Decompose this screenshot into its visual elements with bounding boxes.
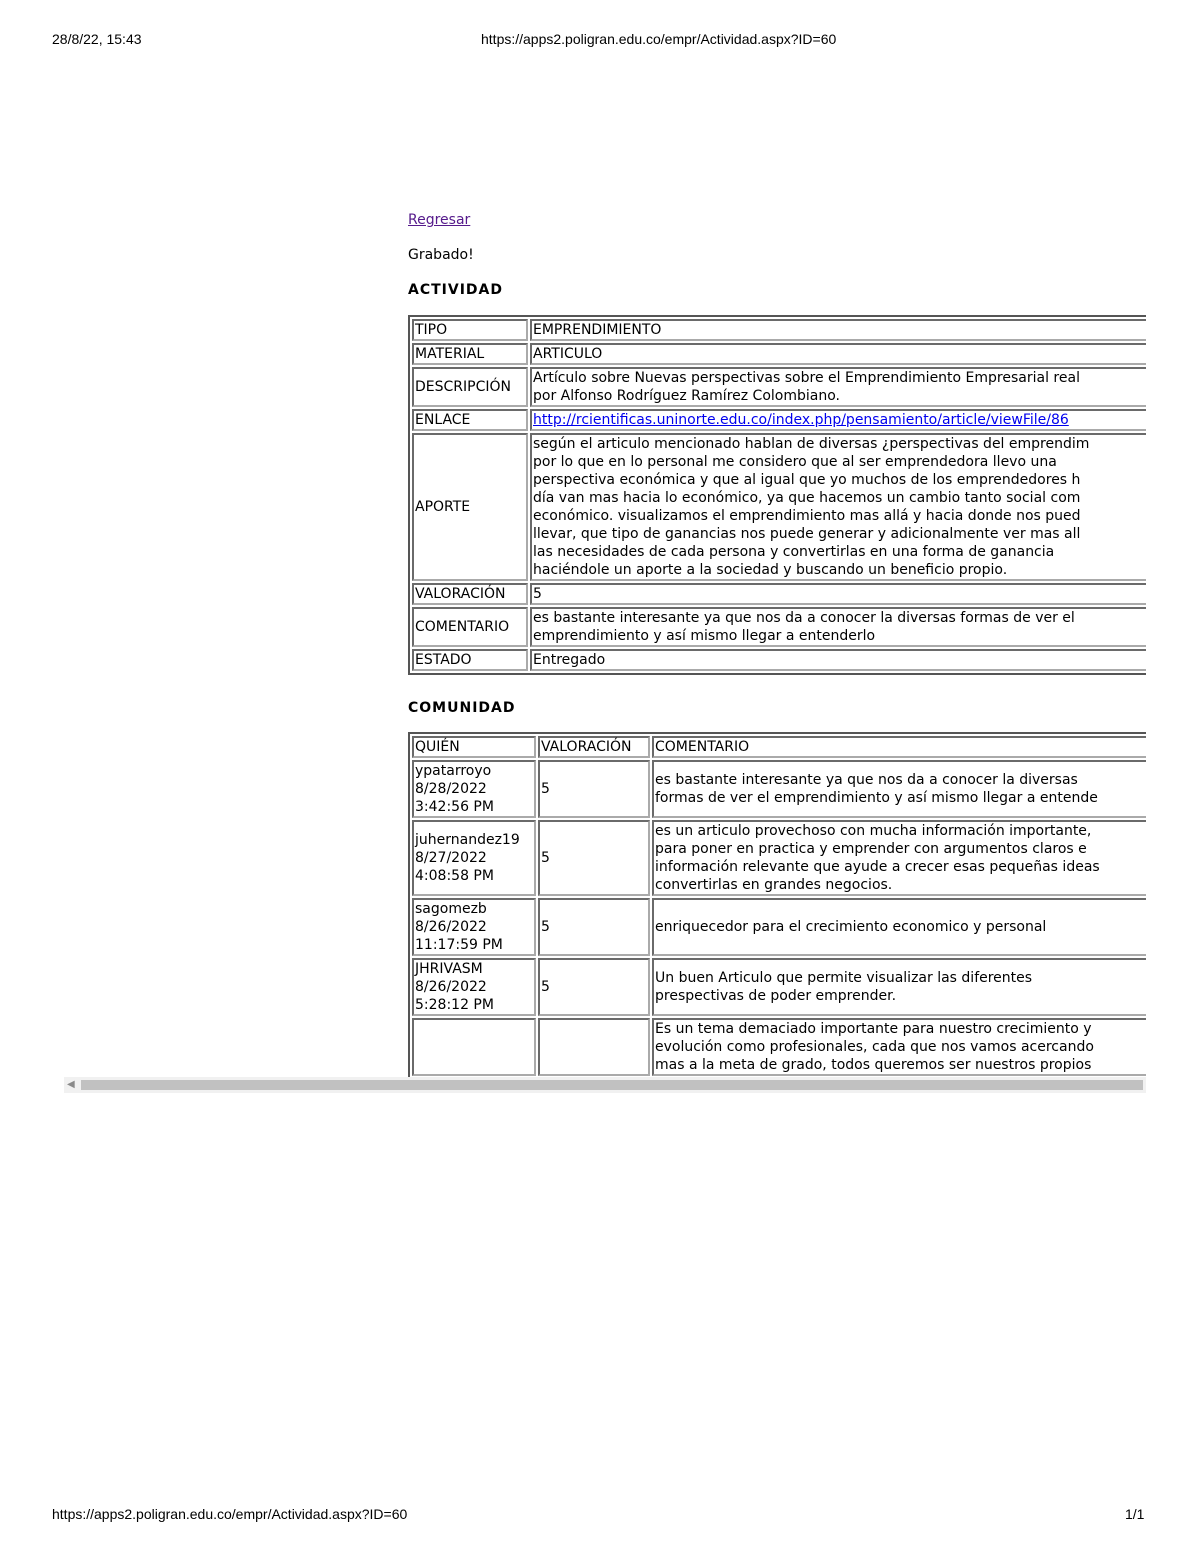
comment-author (412, 820, 536, 896)
comment-date: 8/26/2022 (415, 919, 487, 935)
table-row (412, 409, 1146, 431)
text-line: haciéndole un aporte a la sociedad y buscando un beneficio propio. (533, 562, 1008, 578)
label-enlace: ENLACE (412, 409, 528, 431)
table-row (412, 898, 1146, 956)
value-comentario (530, 607, 1146, 647)
scroll-left-icon[interactable]: ◀ (67, 1079, 75, 1090)
comment-rating: 5 (538, 958, 650, 1016)
status-message: Grabado! (408, 247, 474, 263)
text-line: prespectivas de poder emprender. (655, 988, 897, 1004)
value-material: ARTICULO (530, 343, 1146, 365)
comment-rating (538, 1018, 650, 1076)
text-line: formas de ver el emprendimiento y así mismo llegar a entende (655, 790, 1098, 806)
label-descripcion: DESCRIPCIÓN (412, 367, 528, 407)
text-line: por Alfonso Rodríguez Ramírez Colombiano. (533, 388, 840, 404)
table-row (412, 367, 1146, 407)
text-line: llevar, que tipo de ganancias nos puede generar y adicionalmente ver mas all (533, 526, 1081, 542)
comment-rating: 5 (538, 820, 650, 896)
column-header-who: QUIÉN (412, 736, 536, 758)
article-link[interactable]: http://rcientificas.uninorte.edu.co/index.php/pensamiento/article/viewFile/86 (533, 412, 1069, 428)
text-line: las necesidades de cada persona y convertirlas en una forma de ganancia (533, 544, 1055, 560)
text-line: perspectiva económica y que al igual que yo muchos de los emprendedores h (533, 472, 1081, 488)
label-material: MATERIAL (412, 343, 528, 365)
comment-rating: 5 (538, 760, 650, 818)
label-valoracion: VALORACIÓN (412, 583, 528, 605)
comment-time: 3:42:56 PM (415, 799, 494, 815)
comment-author (412, 1018, 536, 1076)
text-line: evolución como profesionales, cada que nos vamos acercando (655, 1039, 1094, 1055)
print-header-url: https://apps2.poligran.edu.co/empr/Actividad.aspx?ID=60 (481, 31, 837, 47)
text-line: económico. visualizamos el emprendimiento mas allá y hacia donde nos pued (533, 508, 1081, 524)
table-row (412, 649, 1146, 671)
table-row (412, 319, 1146, 341)
column-header-rating: VALORACIÓN (538, 736, 650, 758)
text-line: por lo que en lo personal me considero que al ser emprendedora llevo una (533, 454, 1057, 470)
text-line: día van mas hacia lo económico, ya que hacemos un cambio tanto social com (533, 490, 1081, 506)
value-descripcion (530, 367, 1146, 407)
print-page-number: 1/1 (1125, 1506, 1145, 1522)
activity-table (408, 315, 1146, 675)
author-name: JHRIVASM (415, 961, 483, 977)
text-line: mas a la meta de grado, todos queremos ser nuestros propios (655, 1057, 1092, 1073)
text-line: información relevante que ayude a crecer esas pequeñas ideas (655, 859, 1100, 875)
text-line: para poner en practica y emprender con argumentos claros e (655, 841, 1087, 857)
comment-time: 11:17:59 PM (415, 937, 503, 953)
comment-text (652, 1018, 1146, 1076)
text-line: Artículo sobre Nuevas perspectivas sobre el Emprendimiento Empresarial real (533, 370, 1080, 386)
label-tipo: TIPO (412, 319, 528, 341)
label-estado: ESTADO (412, 649, 528, 671)
comment-time: 4:08:58 PM (415, 868, 494, 884)
scrollbar-thumb[interactable] (81, 1080, 1143, 1090)
table-header-row (412, 736, 1146, 758)
comment-rating: 5 (538, 898, 650, 956)
author-name: juhernandez19 (415, 832, 520, 848)
print-footer-url: https://apps2.poligran.edu.co/empr/Actividad.aspx?ID=60 (52, 1506, 408, 1522)
label-comentario: COMENTARIO (412, 607, 528, 647)
back-link[interactable]: Regresar (408, 212, 471, 228)
table-row (412, 607, 1146, 647)
column-header-comment: COMENTARIO (652, 736, 1146, 758)
table-row (412, 583, 1146, 605)
print-datetime: 28/8/22, 15:43 (52, 31, 142, 47)
table-row (412, 958, 1146, 1016)
community-table (408, 732, 1146, 1077)
value-valoracion: 5 (530, 583, 1146, 605)
comment-date: 8/28/2022 (415, 781, 487, 797)
comment-author (412, 898, 536, 956)
text-line: convertirlas en grandes negocios. (655, 877, 893, 893)
value-estado: Entregado (530, 649, 1146, 671)
text-line: es un articulo provechoso con mucha información importante, (655, 823, 1092, 839)
text-line: es bastante interesante ya que nos da a conocer la diversas (655, 772, 1078, 788)
value-aporte (530, 433, 1146, 581)
value-tipo: EMPRENDIMIENTO (530, 319, 1146, 341)
community-heading: COMUNIDAD (408, 700, 516, 716)
comment-date: 8/26/2022 (415, 979, 487, 995)
table-row (412, 343, 1146, 365)
text-line: según el articulo mencionado hablan de diversas ¿perspectivas del emprendim (533, 436, 1090, 452)
comment-text (652, 820, 1146, 896)
text-line: Es un tema demaciado importante para nuestro crecimiento y (655, 1021, 1092, 1037)
author-name: sagomezb (415, 901, 487, 917)
comment-text (652, 760, 1146, 818)
text-line: Un buen Articulo que permite visualizar las diferentes (655, 970, 1033, 986)
table-row (412, 820, 1146, 896)
text-line: emprendimiento y así mismo llegar a entenderlo (533, 628, 876, 644)
horizontal-scrollbar[interactable] (64, 1077, 1146, 1093)
comment-date: 8/27/2022 (415, 850, 487, 866)
label-aporte: APORTE (412, 433, 528, 581)
value-enlace (530, 409, 1146, 431)
table-row (412, 433, 1146, 581)
author-name: ypatarroyo (415, 763, 492, 779)
text-line: es bastante interesante ya que nos da a conocer la diversas formas de ver el (533, 610, 1075, 626)
table-row (412, 760, 1146, 818)
comment-author (412, 760, 536, 818)
activity-heading: ACTIVIDAD (408, 282, 503, 298)
text-line: enriquecedor para el crecimiento economico y personal (655, 919, 1047, 935)
comment-time: 5:28:12 PM (415, 997, 494, 1013)
page-viewport (400, 205, 1146, 1077)
comment-text (652, 898, 1146, 956)
comment-author (412, 958, 536, 1016)
comment-text (652, 958, 1146, 1016)
table-row (412, 1018, 1146, 1076)
